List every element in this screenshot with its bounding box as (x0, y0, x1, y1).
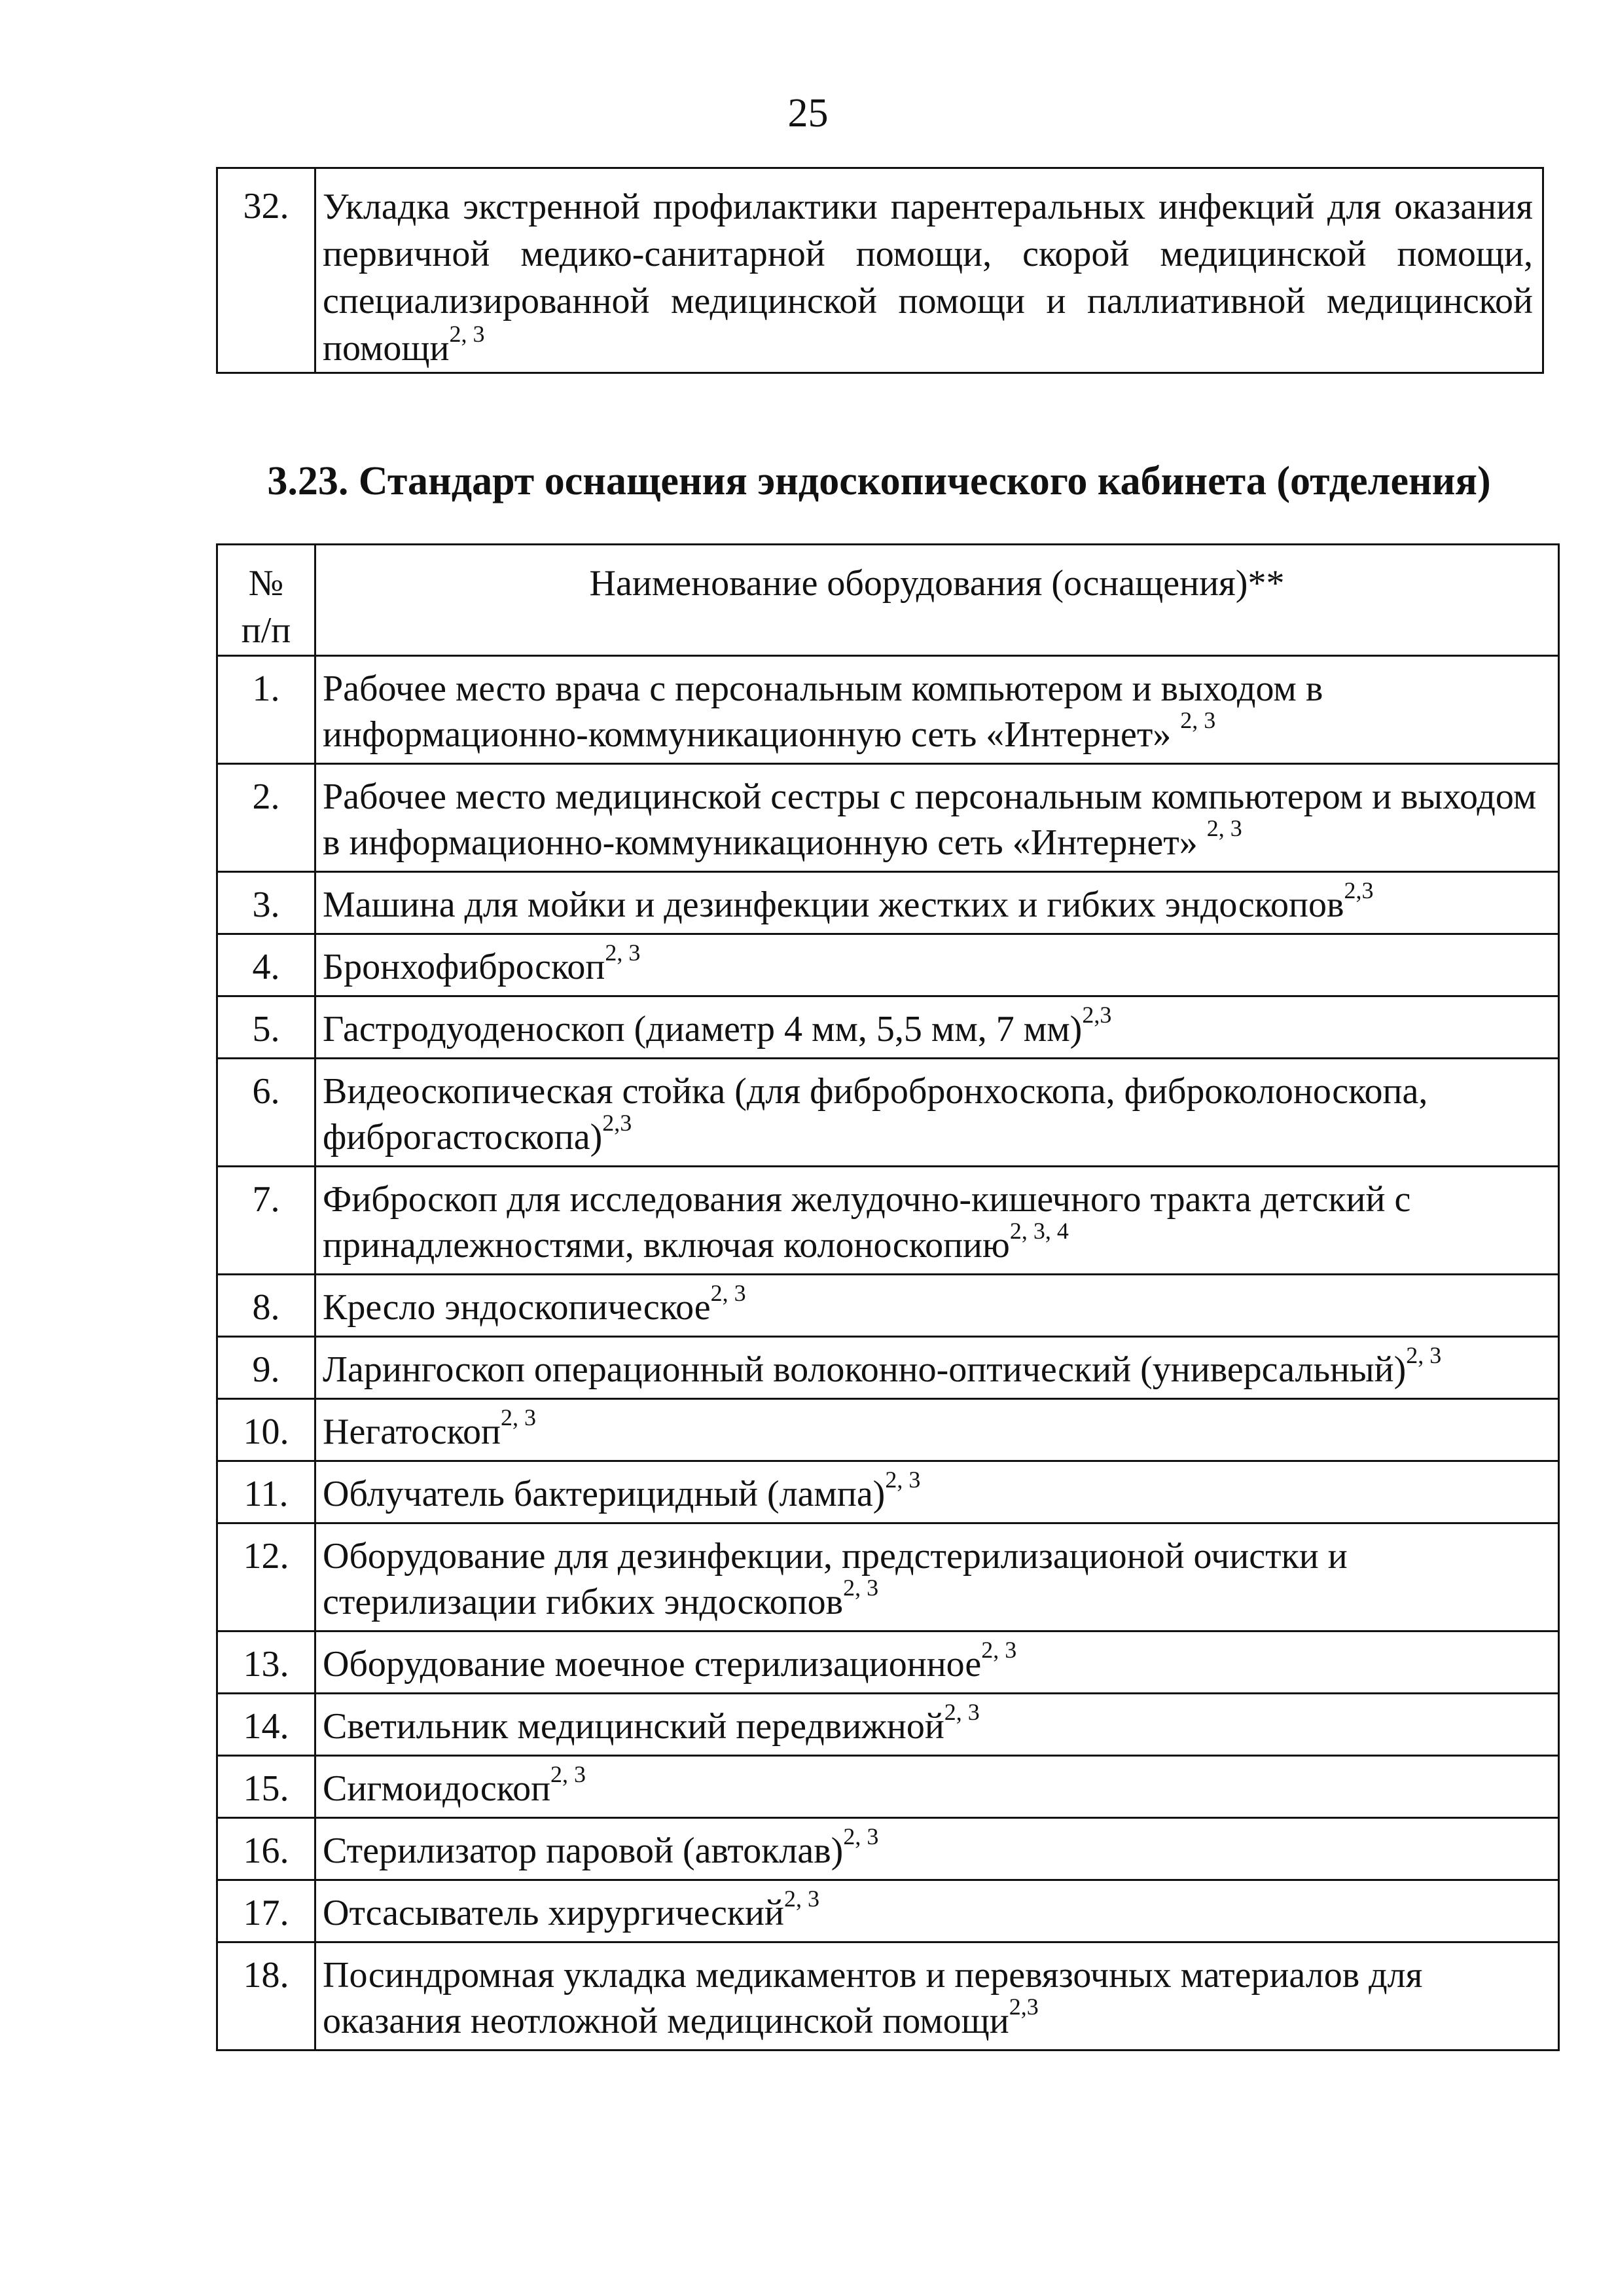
footnote-ref: 2, 3 (843, 1823, 879, 1850)
row-text-cell (315, 1942, 1559, 2050)
table-row (217, 1059, 1559, 1167)
footnote-ref: 2, 3 (501, 1404, 536, 1431)
table-row (217, 1461, 1559, 1523)
header-num: № п/п (217, 545, 315, 656)
table-row (217, 996, 1559, 1059)
row-text: Посиндромная укладка медикаментов и перевязочных материалов для оказания неотложной медицинской помощи (323, 1955, 1423, 2041)
row-text-cell (315, 934, 1559, 996)
equipment-table (216, 543, 1560, 2051)
footnote-ref: 2, 3 (449, 321, 485, 348)
row-text-cell (315, 1818, 1559, 1880)
table-row (217, 1399, 1559, 1461)
table-row (217, 934, 1559, 996)
row-number: 4. (217, 934, 315, 996)
row-number: 10. (217, 1399, 315, 1461)
section-title: 3.23. Стандарт оснащения эндоскопического кабинета (отделения) (267, 459, 1491, 503)
footnote-ref: 2,3 (1009, 1994, 1039, 2020)
row-text-cell (315, 1275, 1559, 1337)
table-row (217, 656, 1559, 764)
row-number: 17. (217, 1880, 315, 1942)
continued-table (216, 167, 1544, 374)
row-text-cell (315, 1337, 1559, 1399)
table-header-row (217, 545, 1559, 656)
row-number: 11. (217, 1461, 315, 1523)
row-text: Рабочее место медицинской сестры с персональным компьютером и выходом в информационно-коммуникационную сеть «Интернет» (323, 776, 1537, 863)
row-text: Видеоскопическая стойка (для фибробронхоскопа, фиброколоноскопа, фиброгастоскопа) (323, 1071, 1428, 1157)
row-text: Рабочее место врача с персональным компьютером и выходом в информационно-коммуникационную сеть «Интернет» (323, 668, 1323, 755)
footnote-ref: 2, 3 (1206, 815, 1242, 842)
row-text-cell (315, 656, 1559, 764)
table-row (217, 1523, 1559, 1631)
row-text-cell (315, 1167, 1559, 1275)
row-number: 15. (217, 1756, 315, 1818)
row-number: 1. (217, 656, 315, 764)
table-row (217, 872, 1559, 934)
footnote-ref: 2,3 (602, 1110, 632, 1137)
footnote-ref: 2, 3 (550, 1761, 586, 1788)
row-number: 9. (217, 1337, 315, 1399)
table-row (217, 1337, 1559, 1399)
row-text-cell (315, 1399, 1559, 1461)
row-text: Отсасыватель хирургический (323, 1893, 784, 1933)
table-row (217, 1694, 1559, 1756)
row-number: 7. (217, 1167, 315, 1275)
footnote-ref: 2, 3, 4 (1009, 1218, 1069, 1245)
row-number: 2. (217, 764, 315, 872)
row-text-cell (315, 872, 1559, 934)
row-text: Оборудование для дезинфекции, предстерилизационой очистки и стерилизации гибких эндоскопов (323, 1536, 1348, 1622)
table-row (217, 1818, 1559, 1880)
header-name: Наименование оборудования (оснащения)** (315, 545, 1559, 656)
row-text-cell (315, 1523, 1559, 1631)
footnote-ref: 2, 3 (783, 1886, 819, 1912)
row-text-cell (315, 1756, 1559, 1818)
page-number: 25 (787, 91, 829, 136)
row-number: 14. (217, 1694, 315, 1756)
row-text: Светильник медицинский передвижной (323, 1706, 944, 1747)
footnote-ref: 2, 3 (605, 939, 641, 966)
footnote-ref: 2, 3 (1406, 1342, 1442, 1369)
row-text: Негатоскоп (323, 1412, 501, 1452)
row-text-cell (315, 168, 1543, 373)
row-text-cell (315, 764, 1559, 872)
table-row (217, 1880, 1559, 1942)
row-text-cell (315, 996, 1559, 1059)
footnote-ref: 2, 3 (710, 1280, 746, 1307)
row-text: Облучатель бактерицидный (лампа) (323, 1474, 886, 1514)
footnote-ref: 2, 3 (843, 1575, 879, 1601)
row-number: 6. (217, 1059, 315, 1167)
footnote-ref: 2,3 (1082, 1002, 1112, 1029)
row-number: 16. (217, 1818, 315, 1880)
row-number: 5. (217, 996, 315, 1059)
row-text: Машина для мойки и дезинфекции жестких и гибких эндоскопов (323, 884, 1344, 925)
row-number: 13. (217, 1631, 315, 1694)
table-row (217, 1942, 1559, 2050)
row-text: Гастродуоденоскоп (диаметр 4 мм, 5,5 мм, 7 мм) (323, 1009, 1083, 1049)
row-number: 12. (217, 1523, 315, 1631)
table-row (217, 168, 1543, 373)
row-text: Бронхофиброскоп (323, 947, 605, 987)
row-text-cell (315, 1694, 1559, 1756)
row-text: Стерилизатор паровой (автоклав) (323, 1831, 844, 1871)
footnote-ref: 2, 3 (1180, 707, 1216, 734)
row-text: Фиброскоп для исследования желудочно-кишечного тракта детский с принадлежностями, включая колоноскопию (323, 1179, 1411, 1266)
footnote-ref: 2, 3 (981, 1637, 1017, 1664)
footnote-ref: 2,3 (1344, 877, 1374, 904)
row-number: 32. (217, 168, 315, 373)
row-text-cell (315, 1059, 1559, 1167)
table-row (217, 1756, 1559, 1818)
row-text-cell (315, 1880, 1559, 1942)
row-number: 8. (217, 1275, 315, 1337)
row-text: Ларингоскоп операционный волоконно-оптический (универсальный) (323, 1349, 1407, 1390)
table-row (217, 1275, 1559, 1337)
row-number: 3. (217, 872, 315, 934)
row-text: Укладка экстренной профилактики парентеральных инфекций для оказания первичной медико-санитарной помощи, скорой медицинской помощи, специализированной медицинской помощи и паллиативной медицинской помощи (323, 187, 1533, 369)
row-text: Сигмоидоскоп (323, 1768, 551, 1809)
footnote-ref: 2, 3 (885, 1467, 921, 1493)
table-row (217, 764, 1559, 872)
row-text-cell (315, 1461, 1559, 1523)
row-text-cell (315, 1631, 1559, 1694)
table-row (217, 1631, 1559, 1694)
table-row (217, 1167, 1559, 1275)
footnote-ref: 2, 3 (944, 1699, 980, 1726)
row-text: Оборудование моечное стерилизационное (323, 1644, 982, 1685)
row-text: Кресло эндоскопическое (323, 1287, 711, 1328)
row-number: 18. (217, 1942, 315, 2050)
